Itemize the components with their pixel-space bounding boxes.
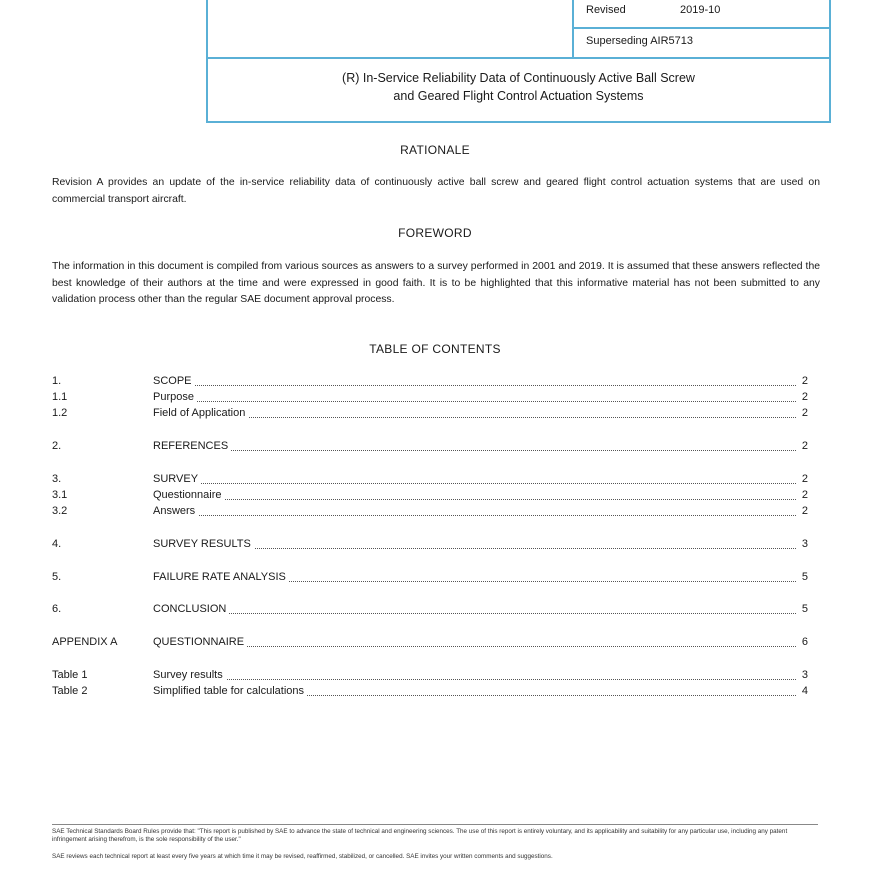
toc-entry-number: 5. [52, 571, 62, 583]
rationale-text: Revision A provides an update of the in-service reliability data of continuously active ball screw and geared flight control actuation systems that are used on commercial transport aircraft. [52, 177, 820, 205]
toc-entry-questionnaire[interactable] [52, 489, 808, 503]
footer-disclaimer: SAE Technical Standards Board Rules provide that: "This report is published by SAE to advance the state of technical and engineering sciences. The use of this report is entirely voluntary, and its applicability and suitability for any particular use, including any patent infringement arising therefrom, is the sole responsibility of the user." [52, 828, 788, 843]
toc-entry-appendix-a[interactable] [52, 636, 808, 650]
revised-label: Revised [586, 4, 626, 16]
toc-heading: TABLE OF CONTENTS [369, 342, 501, 356]
toc-entry-page: 2 [801, 505, 808, 517]
toc-entry-page: 2 [801, 440, 808, 452]
toc-entry-page: 3 [801, 669, 808, 681]
document-title [208, 69, 829, 105]
document-title-line-1: (R) In-Service Reliability Data of Continuously Active Ball Screw [342, 71, 695, 85]
toc-entry-failure-rate-analysis[interactable] [52, 571, 808, 585]
toc-entry-scope[interactable] [52, 375, 808, 389]
toc-entry-number: 3.1 [52, 489, 68, 501]
toc-entry-title: SCOPE [153, 375, 195, 387]
toc-entry-title: Survey results [153, 669, 226, 681]
toc-entry-page: 5 [801, 571, 808, 583]
superseding-label: Superseding AIR5713 [586, 35, 694, 47]
document-title-line-2: and Geared Flight Control Actuation Systems [393, 89, 644, 103]
header-top-row [208, 0, 829, 59]
toc-entry-number: Table 2 [52, 685, 88, 697]
toc-leader [153, 417, 796, 418]
toc-leader [153, 679, 796, 680]
toc-leader [153, 646, 796, 647]
toc-entry-number: APPENDIX A [52, 636, 118, 648]
toc-entry-number: 3.2 [52, 505, 68, 517]
toc-entry-title: Questionnaire [153, 489, 225, 501]
revised-row [574, 0, 829, 29]
toc-entry-conclusion[interactable] [52, 603, 808, 617]
toc-entry-title: Purpose [153, 391, 197, 403]
toc-entry-title: QUESTIONNAIRE [153, 636, 247, 648]
toc-entry-page: 2 [801, 473, 808, 485]
toc-leader [153, 499, 796, 500]
toc-entry-purpose[interactable] [52, 391, 808, 405]
toc-entry-page: 2 [801, 407, 808, 419]
toc-entry-title: Answers [153, 505, 198, 517]
revised-date: 2019-10 [680, 4, 721, 16]
toc-entry-page: 2 [801, 375, 808, 387]
toc-entry-title: Simplified table for calculations [153, 685, 307, 697]
toc-entry-title: SURVEY RESULTS [153, 538, 254, 550]
toc-entry-number: 3. [52, 473, 62, 485]
toc-entry-page: 3 [801, 538, 808, 550]
toc-leader [153, 613, 796, 614]
toc-entry-title: FAILURE RATE ANALYSIS [153, 571, 289, 583]
toc-leader [153, 401, 796, 402]
toc-entry-title: CONCLUSION [153, 603, 229, 615]
toc-entry-number: 1.1 [52, 391, 68, 403]
toc-entry-title: REFERENCES [153, 440, 231, 452]
toc-entry-number: 4. [52, 538, 62, 550]
toc-entry-survey-results[interactable] [52, 538, 808, 552]
toc-entry-field-of-application[interactable] [52, 407, 808, 421]
footer-rule [52, 824, 818, 825]
rationale-heading: RATIONALE [400, 143, 470, 157]
toc-entry-page: 4 [801, 685, 808, 697]
toc-entry-table-2[interactable] [52, 685, 808, 699]
toc-entry-page: 5 [801, 603, 808, 615]
toc-entry-number: 2. [52, 440, 62, 452]
document-header-box [206, 0, 831, 123]
foreword-text: The information in this document is compiled from various sources as answers to a survey performed in 2001 and 2019. It is assumed that these answers reflected the best knowledge of their authors at the time and were expressed in good faith. It is to be highlighted that this informative material has not been submitted to any validation process other than the regular SAE document approval process. [52, 261, 820, 305]
toc-entry-answers[interactable] [52, 505, 808, 519]
footer-review-notice: SAE reviews each technical report at least every five years at which time it may be revised, reaffirmed, stabilized, or cancelled. SAE invites your written comments and suggestions. [52, 853, 553, 860]
foreword-heading: FOREWORD [398, 226, 472, 240]
toc-entry-title: Field of Application [153, 407, 248, 419]
toc-entry-page: 6 [801, 636, 808, 648]
toc-entry-page: 2 [801, 391, 808, 403]
toc-leader [153, 515, 796, 516]
toc-leader [153, 450, 796, 451]
toc-entry-number: 1. [52, 375, 62, 387]
toc-entry-number: 1.2 [52, 407, 68, 419]
toc-entry-references[interactable] [52, 440, 808, 454]
toc-entry-title: SURVEY [153, 473, 201, 485]
toc-entry-number: Table 1 [52, 669, 88, 681]
toc-leader [153, 385, 796, 386]
toc-entry-number: 6. [52, 603, 62, 615]
toc-entry-survey[interactable] [52, 473, 808, 487]
toc-entry-page: 2 [801, 489, 808, 501]
toc-entry-table-1[interactable] [52, 669, 808, 683]
toc-leader [153, 483, 796, 484]
